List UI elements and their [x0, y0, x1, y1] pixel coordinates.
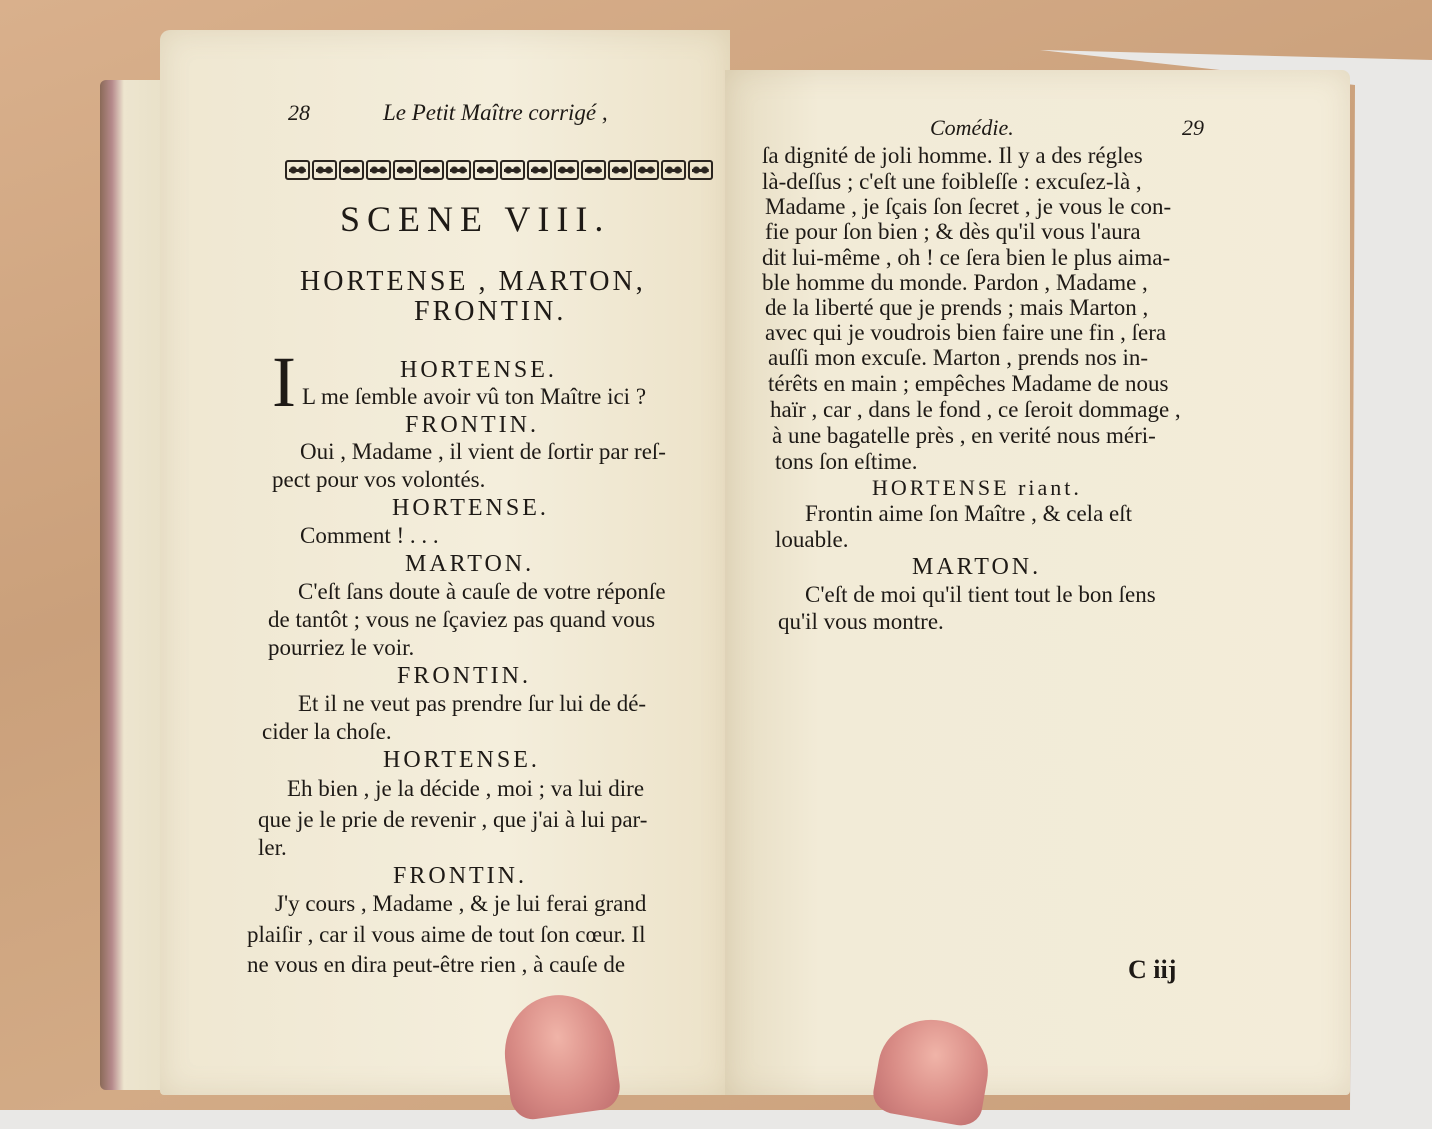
text-line: auſſi mon excuſe. Marton , prends nos in- [768, 345, 1149, 370]
characters-line-1: HORTENSE , MARTON, [300, 266, 646, 297]
text-line: avec qui je voudrois bien faire une fin , ſera [765, 320, 1167, 345]
running-head-left: Le Petit Maître corrigé , [383, 100, 608, 125]
text-line: ne vous en dira peut-être rien , à cauſe de [247, 952, 626, 977]
speaker-label: HORTENSE. [392, 495, 549, 521]
text-line: cider la choſe. [262, 719, 392, 744]
text-line: J'y cours , Madame , & je lui ferai grand [275, 891, 647, 916]
speaker-label: HORTENSE. [383, 747, 540, 773]
speaker-label: HORTENSE. [400, 357, 557, 383]
text-line: ſa dignité de joli homme. Il y a des régles [762, 143, 1143, 168]
decorative-ornament-band [285, 158, 713, 182]
text-line: haïr , car , dans le fond , ce ſeroit dommage , [770, 397, 1181, 422]
characters-line-2: FRONTIN. [414, 296, 567, 327]
text-line: pourriez le voir. [268, 635, 415, 660]
text-line: dit lui-même , oh ! ce ſera bien le plus aima- [762, 245, 1171, 270]
speaker-label: FRONTIN. [405, 412, 540, 438]
text-line: Et il ne veut pas prendre ſur lui de dé- [298, 691, 647, 716]
text-line: que je le prie de revenir , que j'ai à lui par- [258, 807, 648, 832]
text-line: pect pour vos volontés. [272, 467, 486, 492]
running-head-right: Comédie. [930, 115, 1014, 140]
speaker-label: MARTON. [405, 551, 535, 577]
text-line: qu'il vous montre. [778, 609, 944, 634]
text-line: Frontin aime ſon Maître , & cela eſt [805, 501, 1133, 526]
page-number-right: 29 [1182, 115, 1204, 140]
text-line: de tantôt ; vous ne ſçaviez pas quand vous [268, 607, 656, 632]
text-line: C'eſt de moi qu'il tient tout le bon ſens [805, 582, 1156, 607]
text-line: louable. [775, 527, 849, 552]
text-line: ler. [258, 835, 287, 860]
text-line: tons ſon eſtime. [775, 449, 918, 474]
page-number-left: 28 [288, 100, 310, 125]
text-line: à une bagatelle près , en verité nous méri- [772, 423, 1156, 448]
text-line: plaiſir , car il vous aime de tout ſon cœur. Il [247, 922, 646, 947]
speaker-label: FRONTIN. [393, 863, 528, 889]
text-line: C'eſt ſans doute à cauſe de votre réponſe [298, 579, 666, 604]
text-line: de la liberté que je prends ; mais Marton , [765, 295, 1149, 320]
text-line: là-deſſus ; c'eſt une foibleſſe : excuſez-là , [762, 169, 1142, 194]
speaker-label: HORTENSE riant. [872, 475, 1082, 500]
text-line: térêts en main ; empêches Madame de nous [768, 371, 1169, 396]
speaker-label: MARTON. [912, 554, 1042, 580]
speaker-label: FRONTIN. [397, 663, 532, 689]
text-line: Oui , Madame , il vient de ſortir par reſ- [300, 439, 666, 464]
text-line: Madame , je ſçais ſon ſecret , je vous le con- [765, 194, 1172, 219]
text-line: Eh bien , je la décide , moi ; va lui dire [287, 776, 645, 801]
text-line: L me ſemble avoir vû ton Maître ici ? [302, 384, 647, 409]
scene-title: SCENE VIII. [340, 199, 611, 239]
text-line: fie pour ſon bien ; & dès qu'il vous l'aura [765, 219, 1141, 244]
text-line: Comment ! . . . [300, 523, 439, 548]
drop-cap: I [272, 342, 296, 422]
text-line: ble homme du monde. Pardon , Madame , [762, 270, 1148, 295]
signature-mark: C iij [1128, 955, 1177, 984]
